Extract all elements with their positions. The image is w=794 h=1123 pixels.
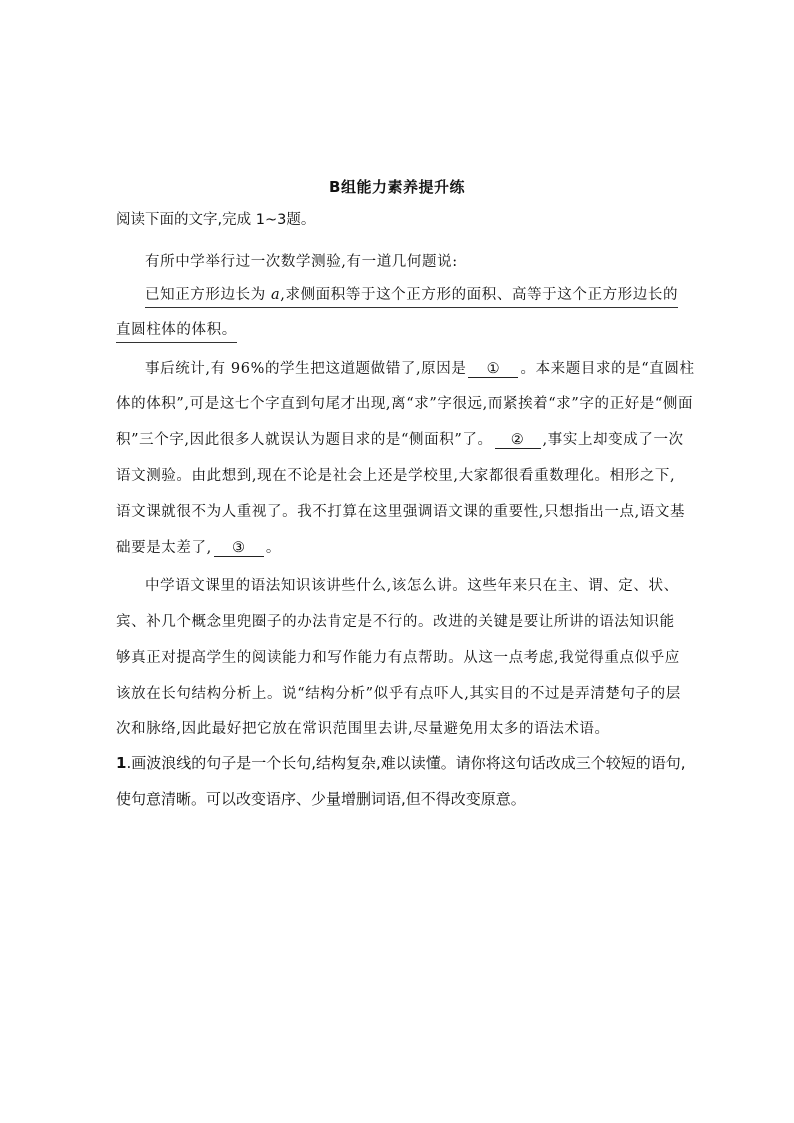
- passage-p4-line1: 中学语文课里的语法知识该讲些什么,该怎么讲。这些年来只在主、谓、定、状、: [145, 578, 679, 594]
- wavy-underlined-sentence-end: 直圆柱体的体积。: [116, 318, 237, 343]
- passage-p3-line2: 体的体积”,可是这七个字直到句尾才出现,离“求”字很远,而紧挨着“求”字的正好是“侧面: [116, 396, 694, 412]
- passage-p4-line2: 宾、补几个概念里兜圈子的办法肯定是不行的。改进的关键是要让所讲的语法知识能: [116, 614, 675, 630]
- question-number: 1: [116, 754, 127, 772]
- text-segment: 。本来题目求的是“直圆柱: [520, 361, 695, 377]
- question-prefix: 已知正方形边长为: [145, 287, 272, 303]
- passage-intro: 有所中学举行过一次数学测验,有一道几何题说:: [145, 254, 458, 270]
- geometry-question-line1: [145, 283, 678, 308]
- blank-3[interactable]: ③: [214, 540, 264, 557]
- wavy-underlined-sentence: [145, 283, 678, 308]
- passage-p4-line3: 够真正对提高学生的阅读能力和写作能力有点帮助。从这一点考虑,我觉得重点似乎应: [116, 650, 680, 666]
- passage-p3-line6: [116, 536, 281, 557]
- instruction: 阅读下面的文字,完成 1~3题。: [116, 212, 316, 228]
- geometry-question-line2: [116, 318, 237, 343]
- question-text: .画波浪线的句子是一个长句,结构复杂,难以读懂。请你将这句话改成三个较短的语句,: [126, 754, 686, 772]
- passage-p3-line5: 语文课就很不为人重视了。我不打算在这里强调语文课的重要性,只想指出一点,语文基: [116, 504, 686, 520]
- passage-p4-line5: 次和脉络,因此最好把它放在常识范围里去讲,尽量避免用太多的语法术语。: [116, 721, 610, 737]
- question-1-line2: 使句意清晰。可以改变语序、少量增删词语,但不得改变原意。: [116, 790, 526, 808]
- text-segment: 础要是太差了,: [116, 540, 212, 556]
- text-segment: 事后统计,有 96%的学生把这道题做错了,原因是: [145, 361, 467, 377]
- text-segment: 。: [265, 540, 281, 556]
- blank-1[interactable]: ①: [468, 361, 518, 378]
- question-rest: ,求侧面积等于这个正方形的面积、高等于这个正方形边长的: [280, 287, 679, 303]
- passage-p3-line4: 语文测验。由此想到,现在不论是社会上还是学校里,大家都很看重数理化。相形之下,: [116, 468, 676, 484]
- section-title: B组能力素养提升练: [329, 178, 465, 196]
- variable-a: a: [271, 287, 281, 303]
- passage-p4-line4: 该放在长句结构分析上。说“结构分析”似乎有点吓人,其实目的不过是弄清楚句子的层: [116, 686, 681, 702]
- text-segment: ,事实上却变成了一次: [542, 432, 684, 448]
- passage-p3-line1: [145, 357, 695, 378]
- question-1-line1: [116, 752, 686, 773]
- passage-p3-line3: [116, 428, 684, 449]
- blank-2[interactable]: ②: [495, 432, 541, 449]
- text-segment: 积”三个字,因此很多人就误认为题目求的是“侧面积”了。: [116, 432, 493, 448]
